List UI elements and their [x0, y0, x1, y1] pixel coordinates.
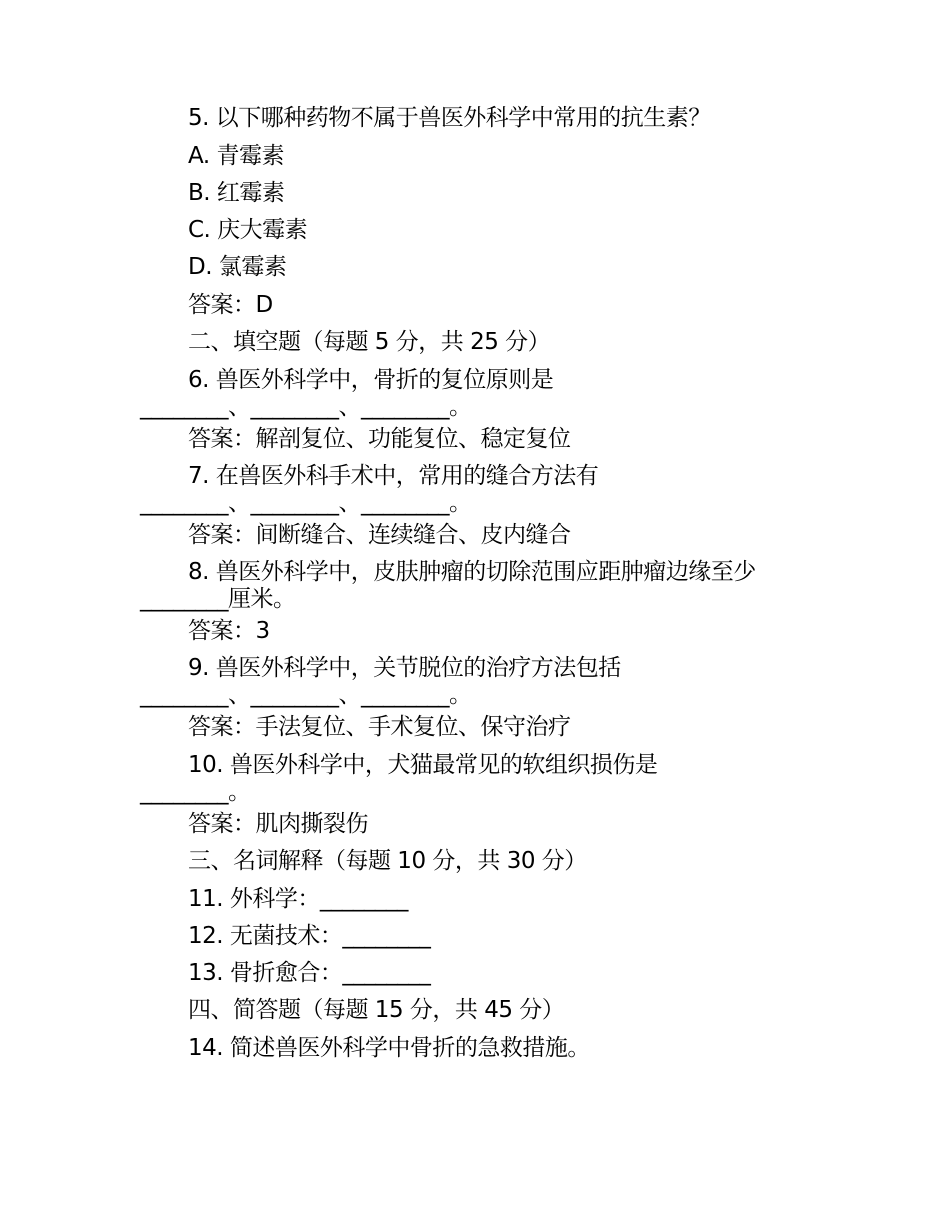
question-5-answer: 答案：D [188, 292, 273, 318]
question-8-blanks: ________厘米。 [140, 586, 296, 612]
question-7-blanks: ________、________、________。 [140, 490, 472, 516]
question-5-option-b: B. 红霉素 [188, 180, 285, 206]
question-12: 12. 无菌技术：________ [188, 923, 431, 949]
question-10-prompt: 10. 兽医外科学中，犬猫最常见的软组织损伤是 [188, 752, 658, 778]
question-9-answer: 答案：手法复位、手术复位、保守治疗 [188, 714, 571, 740]
question-6-blanks: ________、________、________。 [140, 394, 472, 420]
question-7-prompt: 7. 在兽医外科手术中，常用的缝合方法有 [188, 463, 599, 489]
question-13: 13. 骨折愈合：________ [188, 960, 431, 986]
question-14: 14. 简述兽医外科学中骨折的急救措施。 [188, 1035, 590, 1061]
question-11: 11. 外科学：________ [188, 886, 408, 912]
section-4-heading: 四、简答题（每题 15 分，共 45 分） [188, 997, 565, 1023]
question-9-blanks: ________、________、________。 [140, 682, 472, 708]
question-8-prompt: 8. 兽医外科学中，皮肤肿瘤的切除范围应距肿瘤边缘至少 [188, 559, 756, 585]
question-6-answer: 答案：解剖复位、功能复位、稳定复位 [188, 426, 571, 452]
question-6-prompt: 6. 兽医外科学中，骨折的复位原则是 [188, 367, 554, 393]
question-5-option-a: A. 青霉素 [188, 143, 284, 169]
section-2-heading: 二、填空题（每题 5 分，共 25 分） [188, 329, 551, 355]
question-10-blanks: ________。 [140, 779, 251, 805]
question-7-answer: 答案：间断缝合、连续缝合、皮内缝合 [188, 522, 571, 548]
section-3-heading: 三、名词解释（每题 10 分，共 30 分） [188, 848, 587, 874]
question-5-option-d: D. 氯霉素 [188, 254, 287, 280]
question-5-prompt: 5. 以下哪种药物不属于兽医外科学中常用的抗生素？ [188, 105, 711, 131]
question-5-option-c: C. 庆大霉素 [188, 217, 308, 243]
question-10-answer: 答案：肌肉撕裂伤 [188, 811, 368, 837]
question-9-prompt: 9. 兽医外科学中，关节脱位的治疗方法包括 [188, 655, 621, 681]
question-8-answer: 答案：3 [188, 618, 270, 644]
